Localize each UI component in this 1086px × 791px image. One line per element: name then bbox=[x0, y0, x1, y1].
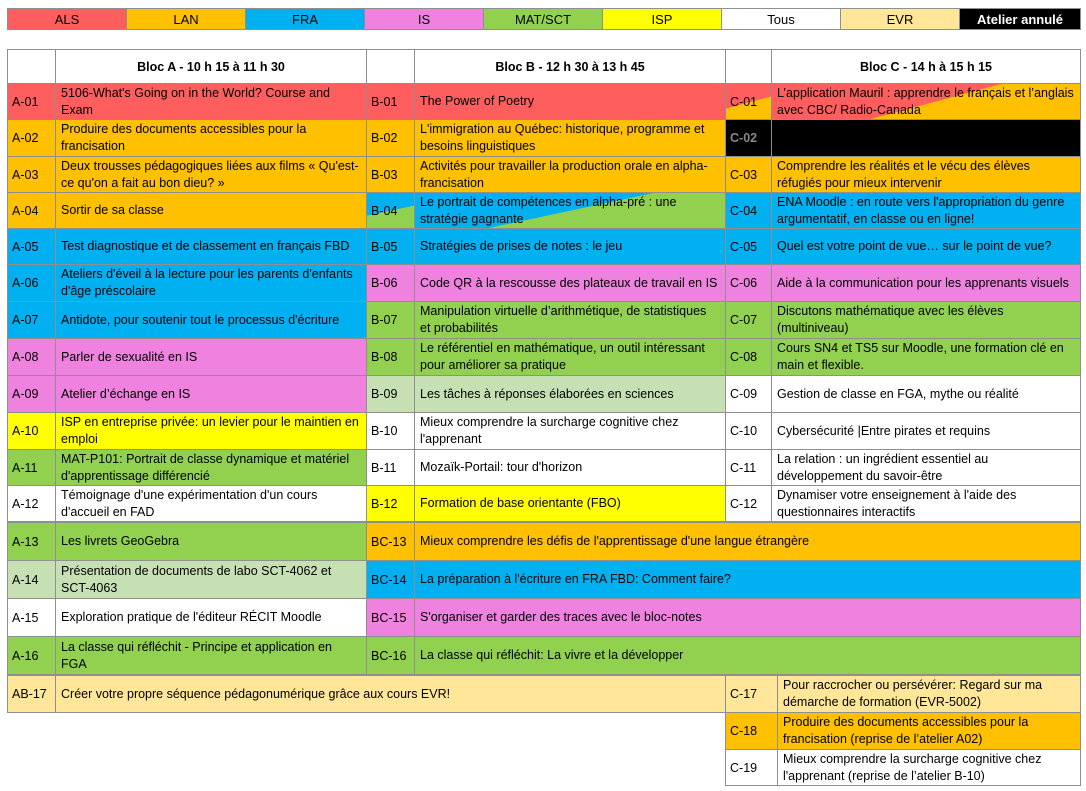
session-title[interactable]: Sortir de sa classe bbox=[55, 192, 367, 229]
session-code: C-05 bbox=[725, 228, 772, 265]
session-code: A-16 bbox=[7, 636, 56, 675]
header-bloc-c: Bloc C - 14 h à 15 h 15 bbox=[771, 49, 1081, 84]
session-title[interactable]: La relation : un ingrédient essentiel au développement du savoir-être bbox=[771, 449, 1081, 486]
session-title[interactable]: Le portrait de compétences en alpha-pré : une stratégie gagnante bbox=[414, 192, 726, 229]
session-title[interactable]: Aide à la communication pour les apprenants visuels bbox=[771, 264, 1081, 302]
legend-item-als: ALS bbox=[7, 8, 127, 30]
legend-item-lan: LAN bbox=[126, 8, 246, 30]
session-code: B-07 bbox=[366, 301, 415, 339]
session-title[interactable]: The Power of Poetry bbox=[414, 83, 726, 120]
session-title[interactable]: Ateliers d'éveil à la lecture pour les parents d'enfants d'âge préscolaire bbox=[55, 264, 367, 302]
session-title[interactable]: 5106-What's Going on in the World? Course and Exam bbox=[55, 83, 367, 120]
session-title[interactable]: Activités pour travailler la production orale en alpha-francisation bbox=[414, 156, 726, 193]
session-code: C-18 bbox=[725, 712, 778, 750]
session-title[interactable]: La classe qui réfléchit: La vivre et la développer bbox=[414, 636, 1081, 675]
legend-item-mat: MAT/SCT bbox=[483, 8, 603, 30]
legend-item-isp: ISP bbox=[602, 8, 722, 30]
header-spacer-b bbox=[366, 49, 415, 84]
session-title[interactable]: Cybersécurité |Entre pirates et requins bbox=[771, 412, 1081, 450]
session-title[interactable]: Les tâches à réponses élaborées en sciences bbox=[414, 375, 726, 413]
session-code: C-06 bbox=[725, 264, 772, 302]
session-code: B-05 bbox=[366, 228, 415, 265]
legend-item-is: IS bbox=[364, 8, 484, 30]
legend-item-evr: EVR bbox=[840, 8, 960, 30]
session-code: A-06 bbox=[7, 264, 56, 302]
session-code: C-01 bbox=[725, 83, 772, 120]
header-bloc-a: Bloc A - 10 h 15 à 11 h 30 bbox=[55, 49, 367, 84]
session-title[interactable]: Manipulation virtuelle d’arithmétique, de statistiques et probabilités bbox=[414, 301, 726, 339]
session-title[interactable]: Exploration pratique de l'éditeur RÉCIT Moodle bbox=[55, 598, 367, 637]
session-code: A-15 bbox=[7, 598, 56, 637]
session-code: BC-16 bbox=[366, 636, 415, 675]
session-code: A-05 bbox=[7, 228, 56, 265]
session-title[interactable]: Code QR à la rescousse des plateaux de travail en IS bbox=[414, 264, 726, 302]
session-code: C-07 bbox=[725, 301, 772, 339]
session-title[interactable]: Les livrets GeoGebra bbox=[55, 522, 367, 561]
session-title[interactable]: Deux trousses pédagogiques liées aux films « Qu'est-ce qu'on a fait au bon dieu? » bbox=[55, 156, 367, 193]
session-title[interactable]: S'organiser et garder des traces avec le bloc-notes bbox=[414, 598, 1081, 637]
session-title[interactable] bbox=[771, 119, 1081, 157]
session-title[interactable]: MAT-P101: Portrait de classe dynamique et matériel d'apprentissage différencié bbox=[55, 449, 367, 486]
session-code: C-11 bbox=[725, 449, 772, 486]
session-title[interactable]: Présentation de documents de labo SCT-4062 et SCT-4063 bbox=[55, 560, 367, 599]
session-code: B-11 bbox=[366, 449, 415, 486]
session-code: C-03 bbox=[725, 156, 772, 193]
session-code: BC-13 bbox=[366, 522, 415, 561]
session-code: B-12 bbox=[366, 485, 415, 522]
session-title[interactable]: Le référentiel en mathématique, un outil intéressant pour améliorer sa pratique bbox=[414, 338, 726, 376]
session-title[interactable]: Dynamiser votre enseignement à l'aide des questionnaires interactifs bbox=[771, 485, 1081, 522]
session-title[interactable]: Atelier d’échange en IS bbox=[55, 375, 367, 413]
session-title[interactable]: Produire des documents accessibles pour la francisation bbox=[55, 119, 367, 157]
session-code: A-11 bbox=[7, 449, 56, 486]
session-title[interactable]: La préparation à l'écriture en FRA FBD: Comment faire? bbox=[414, 560, 1081, 599]
legend-item-ann: Atelier annulé bbox=[959, 8, 1081, 30]
session-code: BC-15 bbox=[366, 598, 415, 637]
header-spacer-a bbox=[7, 49, 56, 84]
session-code: C-19 bbox=[725, 749, 778, 786]
session-title[interactable]: Quel est votre point de vue… sur le point de vue? bbox=[771, 228, 1081, 265]
legend-item-fra: FRA bbox=[245, 8, 365, 30]
session-title[interactable]: La classe qui réfléchit - Principe et application en FGA bbox=[55, 636, 367, 675]
session-code: A-01 bbox=[7, 83, 56, 120]
session-title[interactable]: Créer votre propre séquence pédagonumérique grâce aux cours EVR! bbox=[55, 675, 726, 713]
session-code: A-13 bbox=[7, 522, 56, 561]
session-title[interactable]: Formation de base orientante (FBO) bbox=[414, 485, 726, 522]
session-code: A-04 bbox=[7, 192, 56, 229]
session-title[interactable]: Mieux comprendre la surcharge cognitive chez l'apprenant bbox=[414, 412, 726, 450]
session-code: B-06 bbox=[366, 264, 415, 302]
session-title[interactable]: Mieux comprendre la surcharge cognitive chez l'apprenant (reprise de l’atelier B-10) bbox=[777, 749, 1081, 786]
session-title[interactable]: L'immigration au Québec: historique, programme et besoins linguistiques bbox=[414, 119, 726, 157]
session-title[interactable]: ENA Moodle : en route vers l'appropriation du genre argumentatif, en classe ou en ligne! bbox=[771, 192, 1081, 229]
session-title[interactable]: Discutons mathématique avec les élèves (multiniveau) bbox=[771, 301, 1081, 339]
session-code: B-09 bbox=[366, 375, 415, 413]
session-code: B-02 bbox=[366, 119, 415, 157]
header-bloc-b: Bloc B - 12 h 30 à 13 h 45 bbox=[414, 49, 726, 84]
session-title[interactable]: Mieux comprendre les défis de l'apprentissage d'une langue étrangère bbox=[414, 522, 1081, 561]
session-title[interactable]: Comprendre les réalités et le vécu des élèves réfugiés pour mieux intervenir bbox=[771, 156, 1081, 193]
session-title[interactable]: ISP en entreprise privée: un levier pour le maintien en emploi bbox=[55, 412, 367, 450]
session-title[interactable]: Parler de sexualité en IS bbox=[55, 338, 367, 376]
session-code: A-09 bbox=[7, 375, 56, 413]
session-title[interactable]: Cours SN4 et TS5 sur Moodle, une formation clé en main et flexible. bbox=[771, 338, 1081, 376]
session-code: A-12 bbox=[7, 485, 56, 522]
session-code: C-17 bbox=[725, 675, 778, 713]
session-code: B-01 bbox=[366, 83, 415, 120]
session-title[interactable]: Gestion de classe en FGA, mythe ou réalité bbox=[771, 375, 1081, 413]
session-code: A-14 bbox=[7, 560, 56, 599]
session-title[interactable]: Antidote, pour soutenir tout le processus d'écriture bbox=[55, 301, 367, 339]
session-code: A-10 bbox=[7, 412, 56, 450]
session-code: BC-14 bbox=[366, 560, 415, 599]
session-code: C-10 bbox=[725, 412, 772, 450]
session-title[interactable]: Témoignage d'une expérimentation d'un cours d'accueil en FAD bbox=[55, 485, 367, 522]
legend-item-tous: Tous bbox=[721, 8, 841, 30]
session-code: C-04 bbox=[725, 192, 772, 229]
session-title[interactable]: L’application Mauril : apprendre le français et l’anglais avec CBC/ Radio-Canada bbox=[771, 83, 1081, 120]
session-code: B-04 bbox=[366, 192, 415, 229]
session-code: C-12 bbox=[725, 485, 772, 522]
session-code: C-08 bbox=[725, 338, 772, 376]
session-code: B-03 bbox=[366, 156, 415, 193]
session-code: A-02 bbox=[7, 119, 56, 157]
header-spacer-c bbox=[725, 49, 772, 84]
session-code: C-09 bbox=[725, 375, 772, 413]
session-code: C-02 bbox=[725, 119, 772, 157]
session-code: B-10 bbox=[366, 412, 415, 450]
session-code: A-07 bbox=[7, 301, 56, 339]
session-title[interactable]: Pour raccrocher ou persévérer: Regard sur ma démarche de formation (EVR-5002) bbox=[777, 675, 1081, 713]
session-title[interactable]: Mozaïk-Portail: tour d'horizon bbox=[414, 449, 726, 486]
session-code: A-08 bbox=[7, 338, 56, 376]
session-title[interactable]: Produire des documents accessibles pour la francisation (reprise de l’atelier A02) bbox=[777, 712, 1081, 750]
session-code: B-08 bbox=[366, 338, 415, 376]
session-title[interactable]: Stratégies de prises de notes : le jeu bbox=[414, 228, 726, 265]
session-code: A-03 bbox=[7, 156, 56, 193]
session-title[interactable]: Test diagnostique et de classement en français FBD bbox=[55, 228, 367, 265]
session-code: AB-17 bbox=[7, 675, 56, 713]
